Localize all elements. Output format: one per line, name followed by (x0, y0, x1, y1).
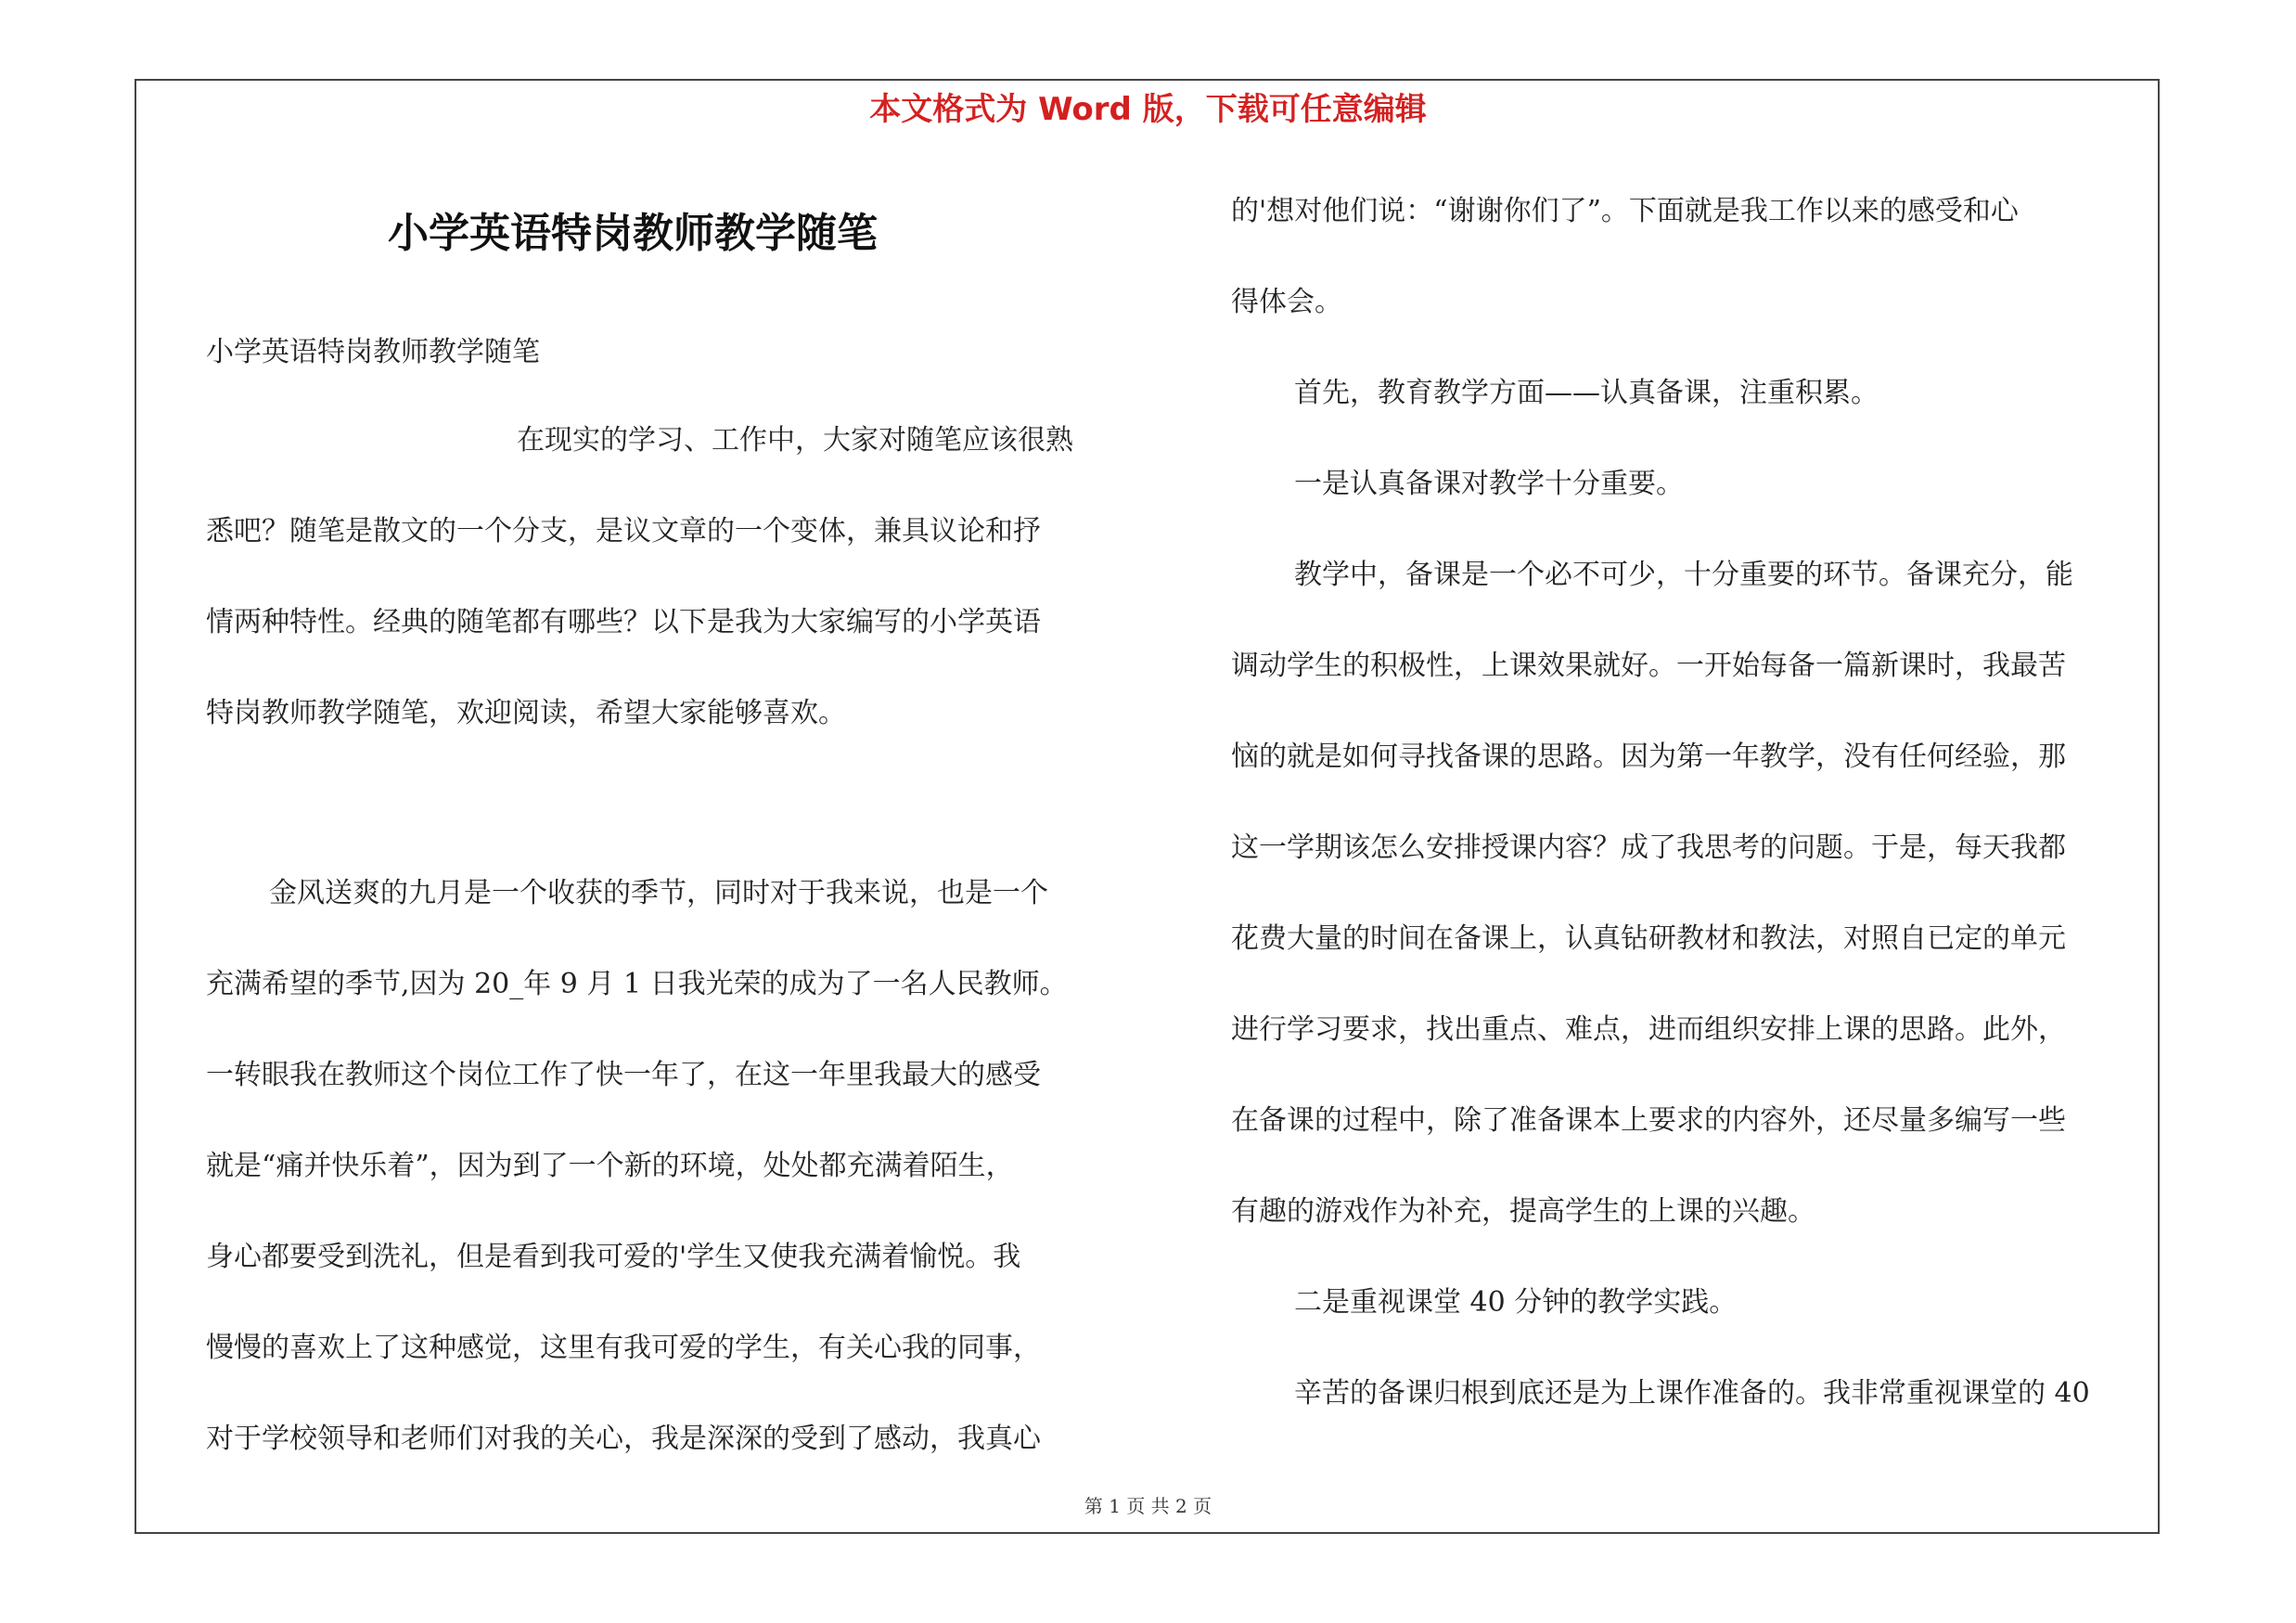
text-line: 的'想对他们说：“谢谢你们了”。下面就是我工作以来的感受和心 (1231, 195, 2019, 227)
text-line: 悉吧？随笔是散文的一个分支，是议文章的一个变体，兼具议论和抒 (206, 515, 1041, 547)
text-line: 有趣的游戏作为补充，提高学生的上课的兴趣。 (1231, 1195, 1815, 1228)
text-line: 教学中，备课是一个必不可少，十分重要的环节。备课充分，能 (1294, 559, 2073, 591)
text-line: 充满希望的季节,因为 20_年 9 月 1 日我光荣的成为了一名人民教师。 (206, 968, 1068, 1000)
text-line: 在备课的过程中，除了准备课本上要求的内容外，还尽量多编写一些 (1231, 1104, 2066, 1137)
document-title: 小学英语特岗教师教学随笔 (388, 210, 878, 257)
text-line: 金风送爽的九月是一个收获的季节，同时对于我来说，也是一个 (269, 877, 1048, 909)
text-line: 恼的就是如何寻找备课的思路。因为第一年教学，没有任何经验，那 (1231, 741, 2066, 773)
text-line: 就是“痛并快乐着”，因为到了一个新的环境，处处都充满着陌生， (206, 1150, 1014, 1182)
text-line: 辛苦的备课归根到底还是为上课作准备的。我非常重视课堂的 40 (1294, 1377, 2090, 1410)
text-line: 慢慢的喜欢上了这种感觉，这里有我可爱的学生，有关心我的同事， (206, 1332, 1041, 1364)
text-line: 首先，教育教学方面——认真备课，注重积累。 (1294, 377, 1879, 409)
text-line: 一是认真备课对教学十分重要。 (1294, 468, 1684, 500)
text-line: 小学英语特岗教师教学随笔 (206, 336, 540, 368)
text-line: 这一学期该怎么安排授课内容？成了我思考的问题。于是，每天我都 (1231, 831, 2066, 864)
text-line: 调动学生的积极性，上课效果就好。一开始每备一篇新课时，我最苦 (1231, 650, 2066, 682)
text-line: 情两种特性。经典的随笔都有哪些？以下是我为大家编写的小学英语 (206, 606, 1041, 638)
text-line: 进行学习要求，找出重点、难点，进而组织安排上课的思路。此外， (1231, 1013, 2066, 1046)
text-line: 得体会。 (1231, 286, 1342, 318)
text-line: 在现实的学习、工作中，大家对随笔应该很熟 (517, 424, 1073, 457)
text-line: 对于学校领导和老师们对我的关心，我是深深的受到了感动，我真心 (206, 1423, 1041, 1455)
format-banner: 本文格式为 Word 版，下载可任意编辑 (869, 91, 1427, 128)
text-line: 一转眼我在教师这个岗位工作了快一年了，在这一年里我最大的感受 (206, 1059, 1041, 1091)
text-line: 二是重视课堂 40 分钟的教学实践。 (1294, 1286, 1738, 1319)
page-number: 第 1 页 共 2 页 (1084, 1495, 1212, 1517)
text-line: 花费大量的时间在备课上，认真钻研教材和教法，对照自已定的单元 (1231, 922, 2066, 955)
page-border (135, 79, 2160, 1534)
text-line: 特岗教师教学随笔，欢迎阅读，希望大家能够喜欢。 (206, 697, 846, 729)
text-line: 身心都要受到洗礼，但是看到我可爱的'学生又使我充满着愉悦。我 (206, 1241, 1021, 1273)
